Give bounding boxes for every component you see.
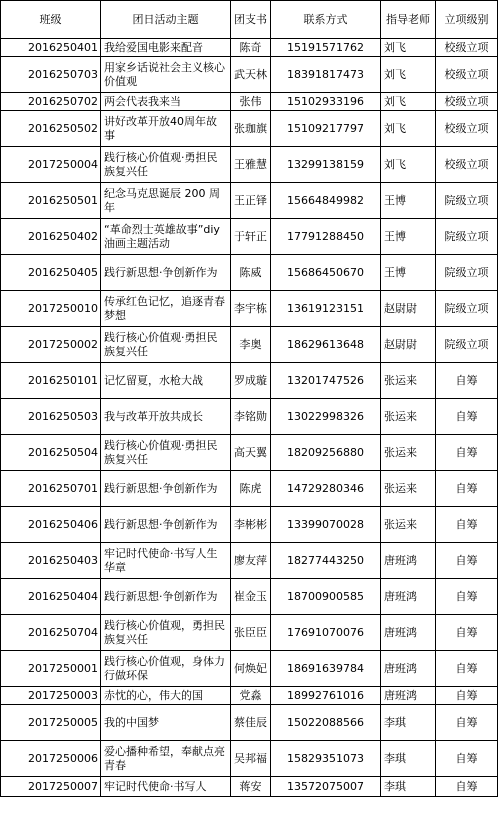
cell-phone: 15022088566 [271, 705, 381, 741]
cell-advisor: 张运来 [381, 471, 436, 507]
cell-level: 自筹 [436, 651, 498, 687]
cell-theme: 讲好改革开放40周年故事 [101, 111, 231, 147]
header-class: 班级 [1, 1, 101, 39]
cell-theme: 践行核心价值观·勇担民族复兴任 [101, 327, 231, 363]
cell-level: 校级立项 [436, 57, 498, 93]
cell-level: 自筹 [436, 435, 498, 471]
cell-class: 2016250101 [1, 363, 101, 399]
cell-phone: 13201747526 [271, 363, 381, 399]
header-secretary: 团支书 [231, 1, 271, 39]
cell-class: 2016250702 [1, 93, 101, 111]
cell-theme: 践行新思想·争创新作为 [101, 579, 231, 615]
cell-level: 自筹 [436, 363, 498, 399]
cell-level: 自筹 [436, 471, 498, 507]
cell-theme: 践行新思想·争创新作为 [101, 471, 231, 507]
cell-advisor: 唐班鸿 [381, 687, 436, 705]
cell-advisor: 李琪 [381, 777, 436, 797]
cell-theme: 践行核心价值观·勇担民族复兴任 [101, 147, 231, 183]
cell-advisor: 王博 [381, 183, 436, 219]
header-level: 立项级别 [436, 1, 498, 39]
cell-phone: 18629613648 [271, 327, 381, 363]
table-row [1, 327, 498, 363]
cell-theme: 我的中国梦 [101, 705, 231, 741]
cell-advisor: 刘飞 [381, 111, 436, 147]
cell-theme: “革命烈士英雄故事”diy 油画主题活动 [101, 219, 231, 255]
cell-class: 2016250501 [1, 183, 101, 219]
cell-level: 校级立项 [436, 111, 498, 147]
cell-class: 2017250004 [1, 147, 101, 183]
cell-level: 校级立项 [436, 93, 498, 111]
table-header-row [1, 1, 498, 39]
cell-level: 院级立项 [436, 183, 498, 219]
cell-level: 自筹 [436, 543, 498, 579]
cell-secretary: 武天林 [231, 57, 271, 93]
cell-theme: 赤忱的心，伟大的国 [101, 687, 231, 705]
cell-advisor: 李琪 [381, 705, 436, 741]
cell-secretary: 张臣臣 [231, 615, 271, 651]
cell-secretary: 罗成璇 [231, 363, 271, 399]
cell-theme: 我与改革开放共成长 [101, 399, 231, 435]
cell-theme: 记忆留夏，水枪大战 [101, 363, 231, 399]
cell-theme: 践行新思想·争创新作为 [101, 507, 231, 543]
cell-theme: 践行核心价值观·勇担民族复兴任 [101, 435, 231, 471]
cell-theme: 我给爱国电影来配音 [101, 39, 231, 57]
table-row [1, 579, 498, 615]
table-row [1, 147, 498, 183]
cell-advisor: 王博 [381, 219, 436, 255]
table-row [1, 363, 498, 399]
table-row [1, 543, 498, 579]
cell-phone: 17791288450 [271, 219, 381, 255]
cell-class: 2017250006 [1, 741, 101, 777]
cell-secretary: 于轩正 [231, 219, 271, 255]
table-row [1, 471, 498, 507]
cell-secretary: 张珈旗 [231, 111, 271, 147]
cell-secretary: 高天翼 [231, 435, 271, 471]
cell-theme: 牢记时代使命·书写人生华章 [101, 543, 231, 579]
cell-phone: 18992761016 [271, 687, 381, 705]
cell-phone: 18691639784 [271, 651, 381, 687]
cell-phone: 18277443250 [271, 543, 381, 579]
cell-advisor: 唐班鸿 [381, 543, 436, 579]
cell-level: 自筹 [436, 741, 498, 777]
cell-class: 2016250404 [1, 579, 101, 615]
cell-advisor: 张运来 [381, 507, 436, 543]
cell-class: 2017250010 [1, 291, 101, 327]
cell-theme: 践行新思想·争创新作为 [101, 255, 231, 291]
cell-advisor: 张运来 [381, 435, 436, 471]
table-row [1, 777, 498, 797]
cell-advisor: 赵尉尉 [381, 327, 436, 363]
cell-secretary: 李奥 [231, 327, 271, 363]
cell-secretary: 蒋安 [231, 777, 271, 797]
cell-level: 院级立项 [436, 255, 498, 291]
table-row [1, 39, 498, 57]
cell-secretary: 崔金玉 [231, 579, 271, 615]
cell-advisor: 刘飞 [381, 93, 436, 111]
cell-phone: 13299138159 [271, 147, 381, 183]
table-row [1, 183, 498, 219]
cell-class: 2016250405 [1, 255, 101, 291]
cell-level: 自筹 [436, 687, 498, 705]
cell-level: 院级立项 [436, 291, 498, 327]
cell-phone: 15664849982 [271, 183, 381, 219]
table-row [1, 687, 498, 705]
cell-secretary: 党淼 [231, 687, 271, 705]
cell-secretary: 王正铎 [231, 183, 271, 219]
cell-advisor: 李琪 [381, 741, 436, 777]
cell-advisor: 唐班鸿 [381, 615, 436, 651]
table-row [1, 291, 498, 327]
table-row [1, 435, 498, 471]
cell-phone: 13022998326 [271, 399, 381, 435]
cell-phone: 15191571762 [271, 39, 381, 57]
cell-class: 2016250703 [1, 57, 101, 93]
table-row [1, 741, 498, 777]
cell-phone: 18700900585 [271, 579, 381, 615]
cell-phone: 15686450670 [271, 255, 381, 291]
cell-phone: 14729280346 [271, 471, 381, 507]
cell-phone: 13399070028 [271, 507, 381, 543]
cell-class: 2016250401 [1, 39, 101, 57]
cell-theme: 践行核心价值观，身体力行做环保 [101, 651, 231, 687]
table-row [1, 399, 498, 435]
cell-secretary: 蔡佳辰 [231, 705, 271, 741]
cell-secretary: 李宇栋 [231, 291, 271, 327]
cell-class: 2016250504 [1, 435, 101, 471]
cell-secretary: 廖友萍 [231, 543, 271, 579]
cell-class: 2017250003 [1, 687, 101, 705]
cell-phone: 15829351073 [271, 741, 381, 777]
cell-level: 校级立项 [436, 39, 498, 57]
cell-class: 2016250406 [1, 507, 101, 543]
cell-class: 2016250402 [1, 219, 101, 255]
table-row [1, 57, 498, 93]
cell-advisor: 王博 [381, 255, 436, 291]
cell-theme: 纪念马克思诞辰 200 周年 [101, 183, 231, 219]
cell-level: 校级立项 [436, 147, 498, 183]
header-phone: 联系方式 [271, 1, 381, 39]
cell-secretary: 张伟 [231, 93, 271, 111]
cell-phone: 18391817473 [271, 57, 381, 93]
cell-theme: 牢记时代使命·书写人 [101, 777, 231, 797]
table-row [1, 705, 498, 741]
cell-advisor: 赵尉尉 [381, 291, 436, 327]
cell-theme: 爱心播种希望，奉献点亮青春 [101, 741, 231, 777]
cell-level: 自筹 [436, 777, 498, 797]
cell-phone: 15102933196 [271, 93, 381, 111]
table-row [1, 111, 498, 147]
cell-level: 自筹 [436, 705, 498, 741]
cell-level: 自筹 [436, 579, 498, 615]
cell-secretary: 吴邦福 [231, 741, 271, 777]
table-row [1, 507, 498, 543]
cell-level: 自筹 [436, 615, 498, 651]
cell-class: 2016250704 [1, 615, 101, 651]
cell-secretary: 王雅慧 [231, 147, 271, 183]
cell-phone: 13572075007 [271, 777, 381, 797]
cell-phone: 18209256880 [271, 435, 381, 471]
cell-class: 2016250503 [1, 399, 101, 435]
header-theme: 团日活动主题 [101, 1, 231, 39]
cell-class: 2017250007 [1, 777, 101, 797]
cell-advisor: 唐班鸿 [381, 651, 436, 687]
cell-advisor: 唐班鸿 [381, 579, 436, 615]
cell-level: 自筹 [436, 399, 498, 435]
cell-phone: 17691070076 [271, 615, 381, 651]
cell-advisor: 张运来 [381, 363, 436, 399]
cell-secretary: 李彬彬 [231, 507, 271, 543]
cell-phone: 13619123151 [271, 291, 381, 327]
cell-class: 2017250005 [1, 705, 101, 741]
cell-secretary: 李铭勋 [231, 399, 271, 435]
cell-class: 2016250701 [1, 471, 101, 507]
table-row [1, 219, 498, 255]
cell-theme: 两会代表我来当 [101, 93, 231, 111]
cell-theme: 传承红色记忆，追逐青春梦想 [101, 291, 231, 327]
cell-secretary: 何焕妃 [231, 651, 271, 687]
cell-advisor: 刘飞 [381, 147, 436, 183]
cell-theme: 践行核心价值观，勇担民族复兴任 [101, 615, 231, 651]
cell-class: 2016250403 [1, 543, 101, 579]
cell-class: 2017250002 [1, 327, 101, 363]
cell-advisor: 刘飞 [381, 39, 436, 57]
cell-class: 2017250001 [1, 651, 101, 687]
cell-secretary: 陈虎 [231, 471, 271, 507]
cell-advisor: 刘飞 [381, 57, 436, 93]
cell-class: 2016250502 [1, 111, 101, 147]
table-row [1, 93, 498, 111]
cell-advisor: 张运来 [381, 399, 436, 435]
header-advisor: 指导老师 [381, 1, 436, 39]
cell-secretary: 陈奇 [231, 39, 271, 57]
cell-phone: 15109217797 [271, 111, 381, 147]
table-row [1, 615, 498, 651]
table-row [1, 651, 498, 687]
cell-level: 自筹 [436, 507, 498, 543]
cell-level: 院级立项 [436, 219, 498, 255]
cell-theme: 用家乡话说社会主义核心价值观 [101, 57, 231, 93]
cell-level: 院级立项 [436, 327, 498, 363]
cell-secretary: 陈威 [231, 255, 271, 291]
table-row [1, 255, 498, 291]
